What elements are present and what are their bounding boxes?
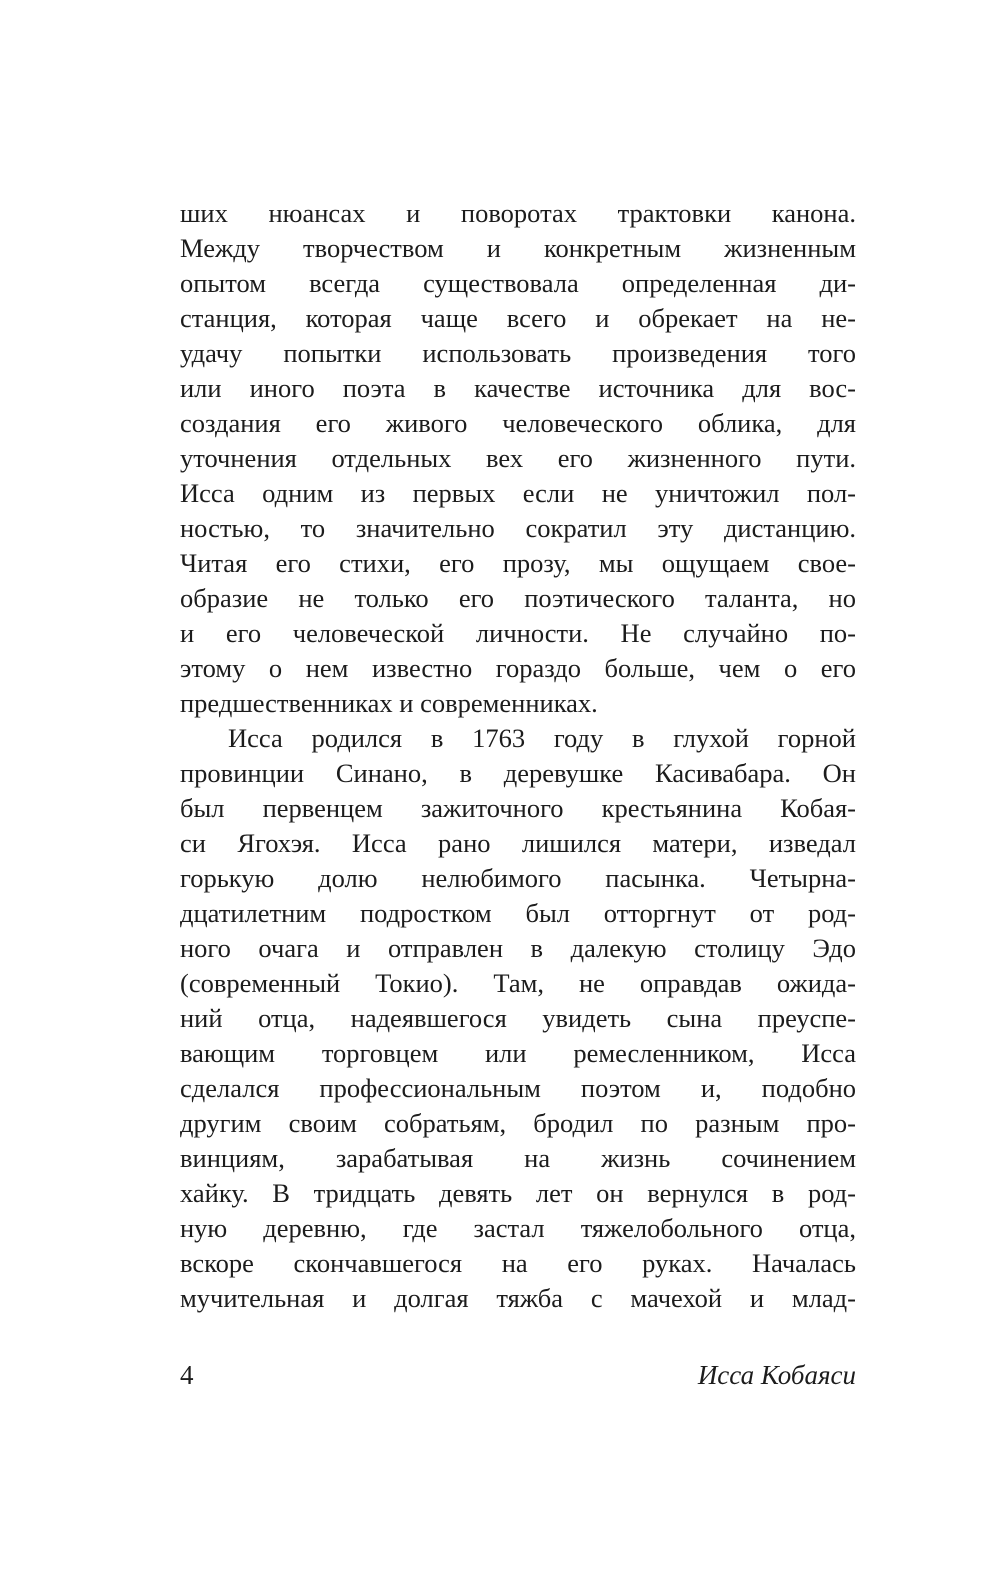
text-line: провинции Синано, в деревушке Касивабара. Он [180, 758, 856, 788]
text-line: был первенцем зажиточного крестьянина Кобая- [180, 793, 856, 823]
text-line: предшественниках и современниках. [180, 688, 598, 718]
text-line: удачу попытки использовать произведения того [180, 338, 856, 368]
text-line: ших нюансах и поворотах трактовки канона. [180, 198, 856, 228]
text-line: сделался профессиональным поэтом и, подобно [180, 1073, 856, 1103]
text-line: Исса родился в 1763 году в глухой горной [228, 723, 856, 753]
page-number: 4 [180, 1360, 194, 1390]
text-line: ностью, то значительно сократил эту дистанцию. [180, 513, 856, 543]
running-title: Исса Кобаяси [697, 1360, 856, 1390]
text-line: станция, которая чаще всего и обрекает на не- [180, 303, 856, 333]
text-line: ную деревню, где застал тяжелобольного отца, [180, 1213, 856, 1243]
text-line: этому о нем известно гораздо больше, чем о его [180, 653, 856, 683]
text-line: и его человеческой личности. Не случайно по- [180, 618, 856, 648]
text-line: уточнения отдельных вех его жизненного пути. [180, 443, 856, 473]
text-line: (современный Токио). Там, не оправдав ожида- [180, 968, 856, 998]
text-line: или иного поэта в качестве источника для вос- [180, 373, 856, 403]
text-line: образие не только его поэтического таланта, но [180, 583, 856, 613]
text-line: Читая его стихи, его прозу, мы ощущаем свое- [180, 548, 856, 578]
text-line: вающим торговцем или ремесленником, Исса [180, 1038, 856, 1068]
text-line: создания его живого человеческого облика, для [180, 408, 856, 438]
text-line: винциям, зарабатывая на жизнь сочинением [180, 1143, 856, 1173]
page-text [180, 196, 856, 1316]
text-line: Исса одним из первых если не уничтожил пол- [180, 478, 856, 508]
text-line: мучительная и долгая тяжба с мачехой и млад- [180, 1283, 856, 1313]
text-line: хайку. В тридцать девять лет он вернулся в род- [180, 1178, 856, 1208]
text-line: си Ягохэя. Исса рано лишился матери, изведал [180, 828, 856, 858]
text-line: Между творчеством и конкретным жизненным [180, 233, 856, 263]
text-line: другим своим собратьям, бродил по разным про- [180, 1108, 856, 1138]
text-line: ний отца, надеявшегося увидеть сына преуспе- [180, 1003, 856, 1033]
text-line: ного очага и отправлен в далекую столицу Эдо [180, 933, 856, 963]
text-line: дцатилетним подростком был отторгнут от род- [180, 898, 856, 928]
text-line: горькую долю нелюбимого пасынка. Четырна- [180, 863, 856, 893]
text-line: опытом всегда существовала определенная ди- [180, 268, 856, 298]
page-footer [180, 1358, 856, 1393]
text-line: вскоре скончавшегося на его руках. Началась [180, 1248, 856, 1278]
